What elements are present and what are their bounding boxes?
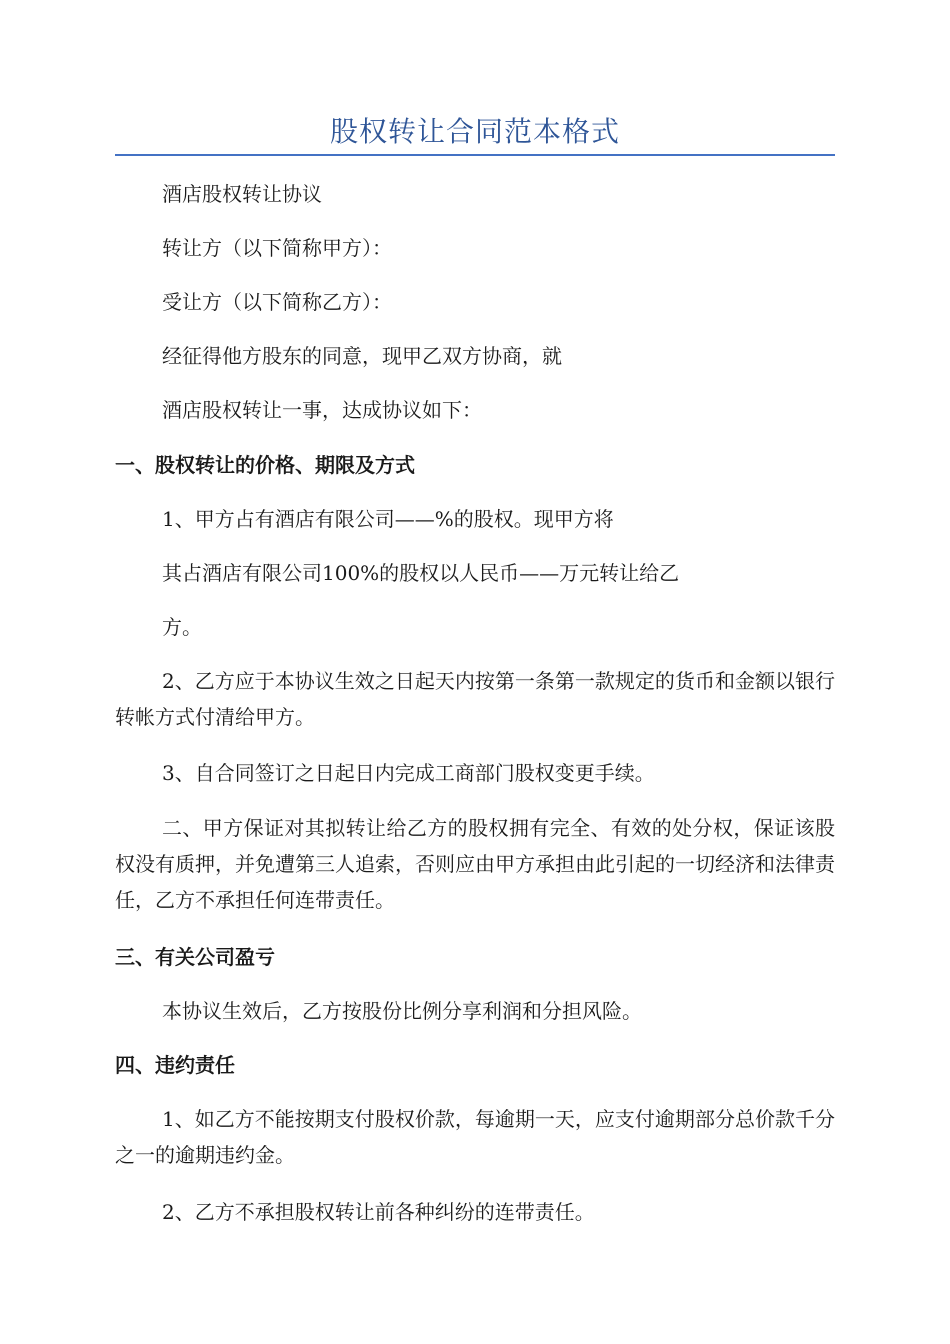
section-heading-3: 三、有关公司盈亏	[115, 945, 275, 969]
intro-line-3: 受让方（以下简称乙方）：	[162, 290, 392, 314]
intro-line-2: 转让方（以下简称甲方）：	[162, 236, 392, 260]
section-2-paragraph: 二、甲方保证对其拟转让给乙方的股权拥有完全、有效的处分权，保证该股权没有质押，并免遭第三人追索，否则应由甲方承担由此引起的一切经济和法律责任，乙方不承担任何连带责任。	[115, 816, 835, 912]
s3-paragraph: 本协议生效后，乙方按股份比例分享利润和分担风险。	[162, 999, 642, 1023]
intro-line-5: 酒店股权转让一事，达成协议如下：	[162, 398, 482, 422]
page-title: 股权转让合同范本格式	[329, 115, 620, 148]
s1-item1-line-a: 1、甲方占有酒店有限公司——%的股权。现甲方将	[162, 507, 614, 531]
title-underline	[115, 154, 835, 156]
section-heading-1: 一、股权转让的价格、期限及方式	[115, 453, 415, 477]
s4-item2-paragraph: 2、乙方不承担股权转让前各种纠纷的连带责任。	[162, 1200, 595, 1224]
s1-item1-line-c: 方。	[162, 615, 202, 639]
s4-item1-paragraph: 1、如乙方不能按期支付股权价款，每逾期一天，应支付逾期部分总价款千分之一的逾期违约金。	[115, 1107, 835, 1167]
section-heading-4: 四、违约责任	[115, 1053, 235, 1077]
s1-item1-line-b: 其占酒店有限公司100%的股权以人民币——万元转让给乙	[162, 561, 680, 585]
intro-line-4: 经征得他方股东的同意，现甲乙双方协商，就	[162, 344, 562, 368]
intro-line-1: 酒店股权转让协议	[162, 182, 322, 206]
s1-item2-paragraph: 2、乙方应于本协议生效之日起天内按第一条第一款规定的货币和金额以银行转帐方式付清给甲方。	[115, 669, 835, 729]
s1-item3-paragraph: 3、自合同签订之日起日内完成工商部门股权变更手续。	[162, 761, 655, 785]
